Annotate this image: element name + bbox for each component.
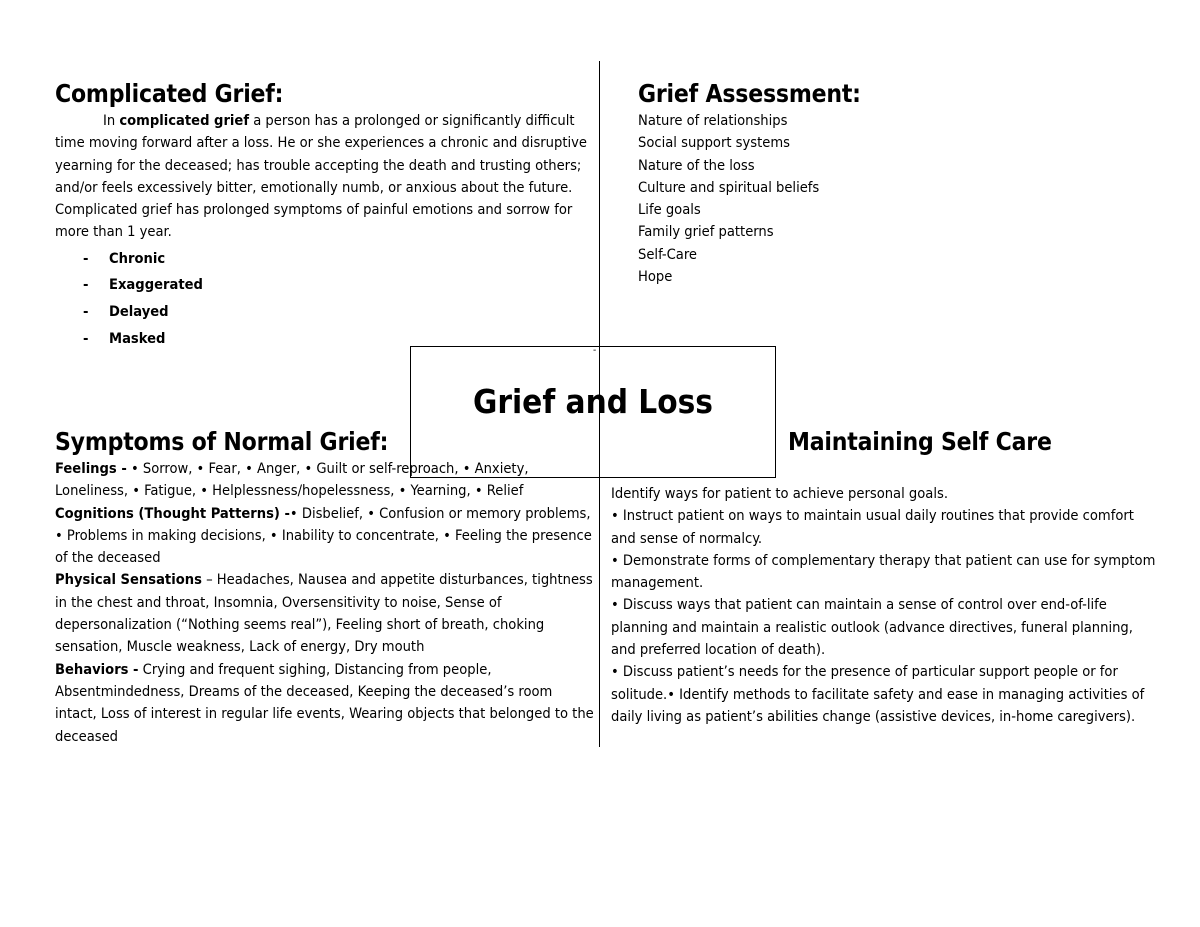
feelings-label: Feelings -: [55, 460, 127, 477]
grief-assessment-heading: Grief Assessment:: [638, 79, 861, 108]
physical-label: Physical Sensations: [55, 571, 202, 589]
normal-grief-text: [55, 458, 595, 748]
self-care-paragraph: • Demonstrate forms of complementary therapy that patient can use for symptom management.: [611, 551, 1156, 592]
grief-types-list: [55, 246, 590, 353]
feelings-text: • Sorrow, • Fear, • Anger, • Guilt or self-reproach, • Anxiety, Loneliness, • Fatigue, • Helplessness/hopelessness, • Yearning, • Relief: [55, 460, 529, 500]
assessment-item: Self-Care: [638, 245, 697, 263]
intro-prefix: In: [103, 112, 116, 129]
self-care-paragraph: Identify ways for patient to achieve personal goals.: [611, 485, 948, 502]
grief-type-item: - Chronic: [83, 249, 166, 267]
intro-bold: complicated grief: [119, 112, 250, 129]
grief-assessment-section: [638, 79, 1158, 288]
complicated-grief-section: [55, 79, 590, 353]
self-care-paragraph: • Instruct patient on ways to maintain usual daily routines that provide comfort and sense of normalcy.: [611, 507, 1134, 547]
self-care-heading: Maintaining Self Care: [788, 427, 1052, 456]
self-care-paragraph: • Discuss ways that patient can maintain a sense of control over end-of-life planning and maintain a realistic outlook (advance directives, funeral planning, and preferred location of death).: [611, 596, 1133, 659]
behaviors-label: Behaviors -: [55, 660, 139, 678]
complicated-grief-heading: Complicated Grief:: [55, 79, 284, 108]
self-care-section: [611, 483, 1156, 728]
grief-type-item: - Delayed: [83, 303, 169, 321]
assessment-item: Family grief patterns: [638, 223, 774, 241]
center-title-box: [410, 346, 776, 478]
assessment-item: Nature of relationships: [638, 112, 788, 129]
assessment-item: Life goals: [638, 201, 701, 219]
grief-type-item: - Exaggerated: [83, 276, 203, 294]
grief-type-item: - Masked: [83, 329, 166, 347]
complicated-grief-intro: [55, 110, 590, 244]
assessment-item: Nature of the loss: [638, 156, 755, 174]
cognitions-text: • Disbelief, • Confusion or memory problems, • Problems in making decisions, • Inability to concentrate, • Feeling the presence of the deceased: [55, 504, 592, 567]
center-mark: -: [593, 345, 597, 356]
assessment-item: Hope: [638, 268, 673, 286]
intro-rest: a person has a prolonged or significantly difficult time moving forward after a loss. He or she experiences a chronic and disruptive yearning for the deceased; has trouble accepting the death and trusting others; and/or feels excessively bitter, emotionally numb, or anxious about the future. Complicated grief has prolonged symptoms of painful emotions and sorrow for more than 1 year.: [55, 112, 587, 241]
physical-text: – Headaches, Nausea and appetite disturbances, tightness in the chest and throat, Insomnia, Oversensitivity to noise, Sense of depersonalization (“Nothing seems real”), Feeling short of breath, choking sensation, Muscle weakness, Lack of energy, Dry mouth: [55, 571, 593, 656]
page-title: Grief and Loss: [473, 382, 713, 421]
behaviors-text: Crying and frequent sighing, Distancing from people, Absentmindedness, Dreams of the deceased, Keeping the deceased’s room intact, Loss of interest in regular life events, Wearing objects that belonged to the deceased: [55, 660, 594, 745]
assessment-item: Social support systems: [638, 134, 790, 152]
normal-grief-heading: Symptoms of Normal Grief:: [55, 427, 389, 456]
cognitions-label: Cognitions (Thought Patterns) -: [55, 504, 290, 522]
assessment-item: Culture and spiritual beliefs: [638, 178, 820, 196]
self-care-paragraph: • Discuss patient’s needs for the presence of particular support people or for solitude.• Identify methods to facilitate safety and ease in managing activities of daily living as patient’s abilities change (assistive devices, in-home caregivers).: [611, 663, 1145, 725]
